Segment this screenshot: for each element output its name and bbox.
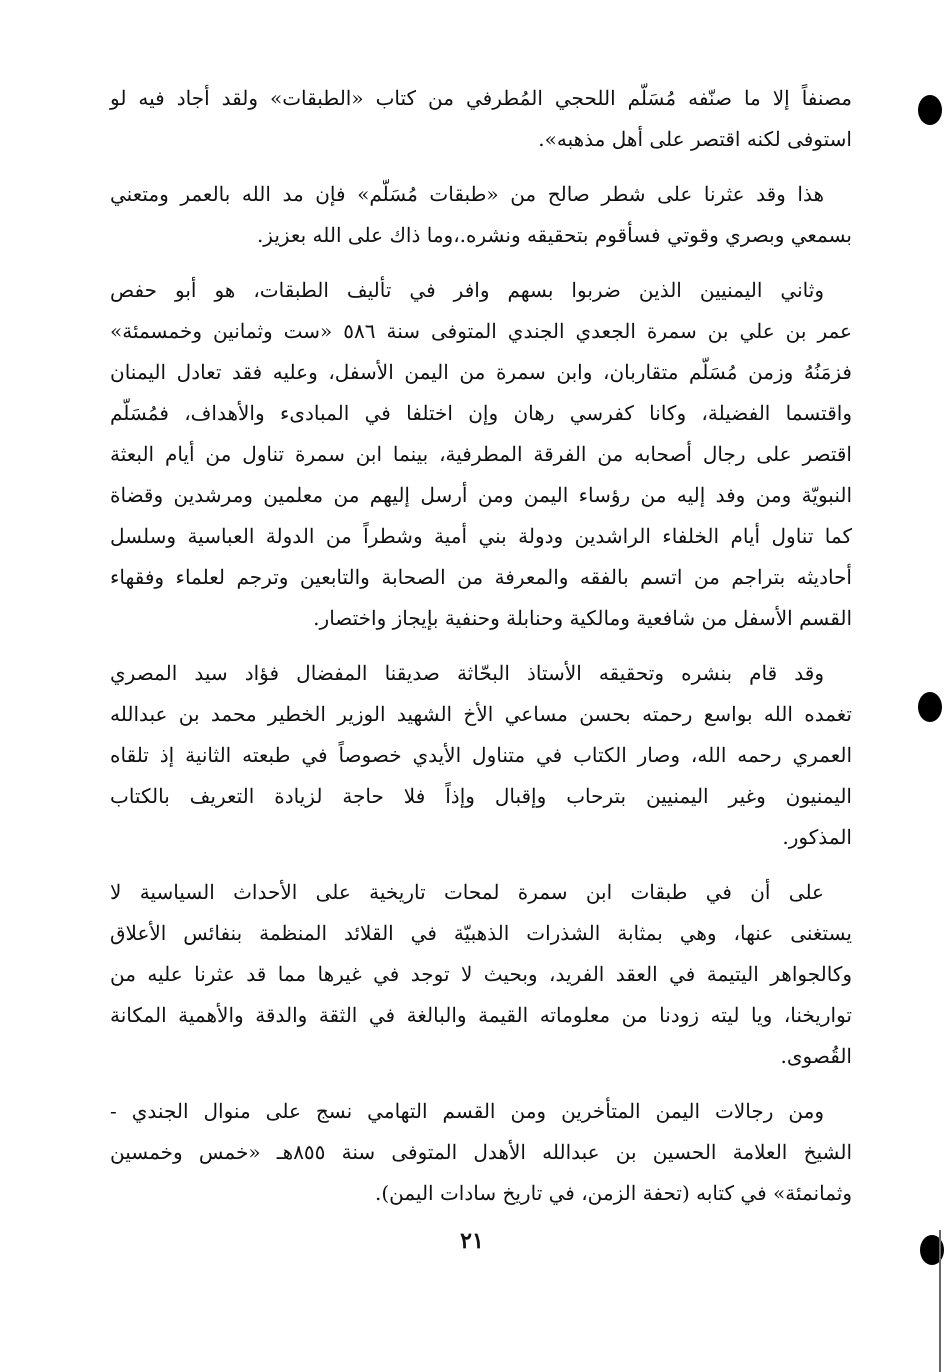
paragraph — [110, 78, 852, 160]
text-line: بسمعي وبصري وقوتي فسأقوم بتحقيقه ونشره.،وما ذاك على الله بعزيز. — [256, 223, 852, 247]
text-line: النبويّة ومن وفد إليه من رؤساء اليمن ومن أرسل إليهم من معلمين ومرشدين وقضاة — [110, 483, 852, 507]
text-line: مصنفاً إلا ما صنّفه مُسَلّم اللحجي المُطرفي من كتاب «الطبقات» ولقد أجاد فيه لو — [110, 86, 852, 110]
text-line: وكالجواهر اليتيمة في العقد الفريد، وبحيث لا توجد في غيرها مما قد عثرنا عليه من — [110, 962, 852, 986]
text-line: اليمنيون وغير اليمنيين بترحاب وإقبال وإذاً فلا حاجة لزيادة التعريف بالكتاب — [110, 784, 852, 808]
page-body — [110, 78, 852, 1228]
text-line: تغمده الله بواسع رحمته بحسن مساعي الأخ الشهيد الوزير الخطير محمد بن عبدالله — [110, 702, 852, 726]
text-line: استوفى لكنه اقتصر على أهل مذهبه». — [538, 127, 852, 151]
text-line: فزمَنُهُ وزمن مُسَلّم متقاربان، وابن سمرة من اليمن الأسفل، وعليه فقد تعادل اليمنان — [110, 360, 852, 384]
binder-hole-top — [918, 95, 942, 125]
page-number: ٢١ — [460, 1228, 484, 1254]
paragraph — [110, 872, 852, 1077]
text-line: الشيخ العلامة الحسين بن عبدالله الأهدل المتوفى سنة ٨٥٥هـ «خمس وخمسين — [110, 1140, 853, 1164]
page-edge-line — [939, 1230, 941, 1372]
text-line: وقد قام بنشره وتحقيقه الأستاذ البحّاثة صديقنا المفضال فؤاد سيد المصري — [110, 661, 824, 685]
text-line: اقتصر على رجال أصحابه من الفرقة المطرفية، بينما ابن سمرة تناول من أيام البعثة — [110, 442, 852, 466]
paragraph — [110, 270, 852, 639]
paragraph — [110, 653, 852, 858]
text-line: القسم الأسفل من شافعية ومالكية وحنابلة وحنفية بإيجاز واختصار. — [313, 606, 852, 630]
text-line: العمري رحمه الله، وصار الكتاب في متناول الأيدي خصوصاً في طبعته الثانية إذ تلقاه — [110, 743, 852, 767]
binder-hole-middle — [918, 692, 942, 722]
text-line: يستغنى عنها، وهي بمثابة الشذرات الذهبيّة في القلائد المنظمة بنفائس الأعلاق — [110, 921, 852, 945]
text-line: واقتسما الفضيلة، وكانا كفرسي رهان وإن اختلفا في المبادىء والأهداف، فمُسَلّم — [110, 401, 852, 425]
text-line: المذكور. — [782, 825, 852, 849]
text-line: القُصوى. — [780, 1044, 852, 1068]
text-line: أحاديثه بتراجم من اتسم بالفقه والمعرفة من الصحابة والتابعين وترجم لعلماء وفقهاء — [110, 565, 852, 589]
paragraph — [110, 174, 852, 256]
text-line: وثمانمئة» في كتابه (تحفة الزمن، في تاريخ سادات اليمن). — [374, 1181, 852, 1205]
text-line: ومن رجالات اليمن المتأخرين ومن القسم التهامي نسج على منوال الجندي - — [110, 1099, 824, 1123]
text-line: على أن في طبقات ابن سمرة لمحات تاريخية على الأحداث السياسية لا — [110, 880, 824, 904]
text-line: عمر بن علي بن سمرة الجعدي الجندي المتوفى سنة ٥٨٦ «ست وثمانين وخمسمئة» — [110, 319, 852, 343]
paragraph — [110, 1091, 852, 1214]
text-line: كما تناول أيام الخلفاء الراشدين ودولة بني أمية وشطراً من الدولة العباسية وسلسل — [110, 524, 852, 548]
text-line: تواريخنا، ويا ليته زودنا من معلوماته القيمة والبالغة في الثقة والدقة والأهمية المكانة — [110, 1003, 852, 1027]
text-line: هذا وقد عثرنا على شطر صالح من «طبقات مُسَلّم» فإن مد الله بالعمر ومتعني — [110, 182, 824, 206]
text-line: وثاني اليمنيين الذين ضربوا بسهم وافر في تأليف الطبقات، هو أبو حفص — [110, 278, 824, 302]
